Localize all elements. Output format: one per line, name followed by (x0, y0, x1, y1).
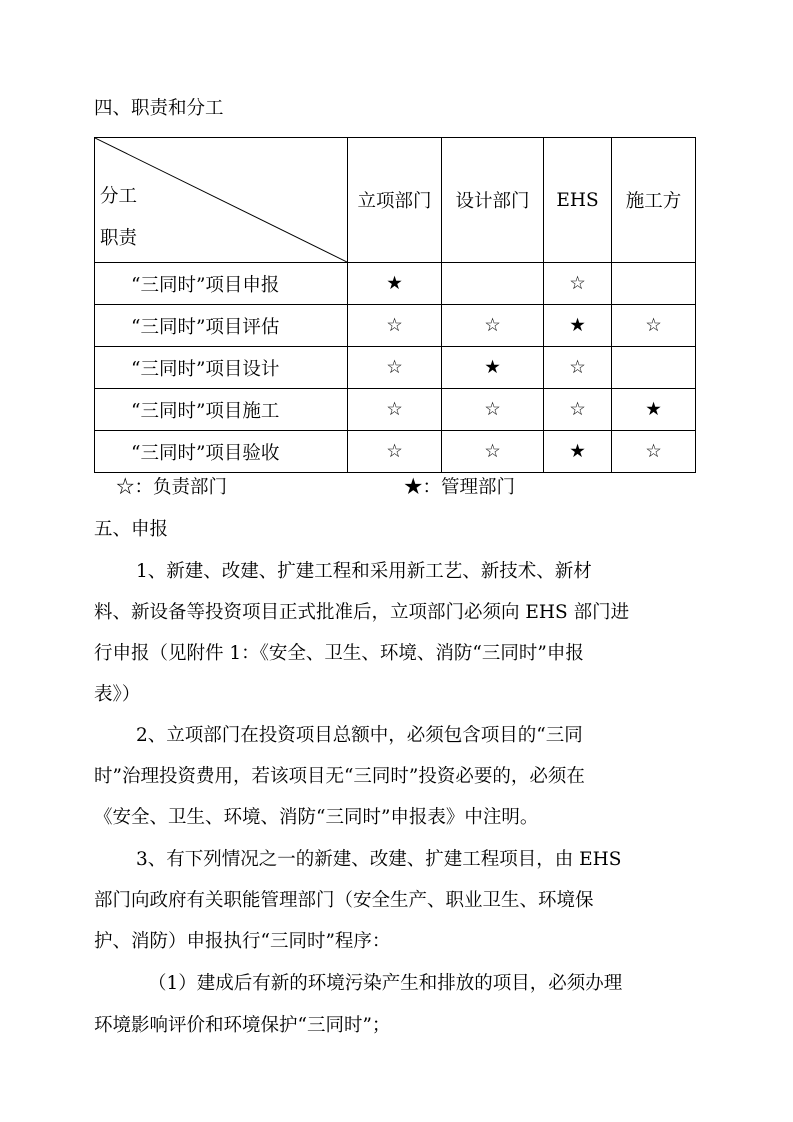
cell: ☆ (348, 431, 442, 473)
paragraph-line: 3、有下列情况之一的新建、改建、扩建工程项目，由 EHS (136, 849, 622, 870)
paragraph-line: 料、新设备等投资项目正式批准后，立项部门必须向 EHS 部门进 (94, 602, 630, 623)
paragraph-line: 表》） (94, 684, 141, 705)
cell: ★ (442, 347, 544, 389)
cell: ☆ (544, 263, 612, 305)
paragraph-line: 1、新建、改建、扩建工程和采用新工艺、新技术、新材 (136, 561, 592, 582)
cell: ☆ (544, 347, 612, 389)
table-row (95, 305, 696, 347)
section-heading: 五、申报 (94, 519, 169, 540)
table-row (95, 347, 696, 389)
row-label: “三同时”项目评估 (95, 305, 348, 347)
corner-cell (95, 138, 348, 263)
cell: ★ (348, 263, 442, 305)
cell: ☆ (544, 389, 612, 431)
legend-filled-star: ★：管理部门 (404, 477, 516, 498)
paragraph-line: 行申报（见附件 1：《安全、卫生、环境、消防“三同时”申报 (94, 643, 584, 664)
paragraph-line: 时”治理投资费用，若该项目无“三同时”投资必要的，必须在 (94, 766, 585, 787)
paragraph-line: 环境影响评价和环境保护“三同时”； (94, 1015, 391, 1036)
legend-hollow-star: ☆：负责部门 (116, 477, 228, 498)
cell: ☆ (348, 389, 442, 431)
cell: ☆ (442, 389, 544, 431)
table-row (95, 431, 696, 473)
paragraph-line: 《安全、卫生、环境、消防“三同时”申报表》中注明。 (94, 807, 539, 828)
cell: ☆ (348, 347, 442, 389)
row-label: “三同时”项目申报 (95, 263, 348, 305)
paragraph-line: 部门向政府有关职能管理部门（安全生产、职业卫生、环境保 (94, 890, 594, 911)
cell: ☆ (442, 431, 544, 473)
column-header: 设计部门 (442, 138, 544, 263)
table-row (95, 389, 696, 431)
row-label: “三同时”项目验收 (95, 431, 348, 473)
responsibility-table (94, 137, 696, 473)
column-header: 立项部门 (348, 138, 442, 263)
row-label: “三同时”项目施工 (95, 389, 348, 431)
cell: ☆ (612, 305, 696, 347)
cell: ★ (544, 431, 612, 473)
row-label: “三同时”项目设计 (95, 347, 348, 389)
cell: ☆ (442, 305, 544, 347)
cell: ☆ (612, 431, 696, 473)
cell: ★ (612, 389, 696, 431)
cell: ☆ (348, 305, 442, 347)
table-row (95, 263, 696, 305)
section-heading: 四、职责和分工 (94, 98, 224, 119)
corner-top-label: 分工 (100, 186, 138, 207)
cell (612, 347, 696, 389)
cell (612, 263, 696, 305)
column-header: 施工方 (612, 138, 696, 263)
paragraph-line: 2、立项部门在投资项目总额中，必须包含项目的“三同 (136, 725, 583, 746)
paragraph-line: （1）建成后有新的环境污染产生和排放的项目，必须办理 (148, 973, 623, 994)
cell: ★ (544, 305, 612, 347)
cell (442, 263, 544, 305)
corner-bottom-label: 职责 (100, 228, 138, 249)
paragraph-line: 护、消防）申报执行“三同时”程序： (94, 931, 391, 952)
column-header: EHS (544, 138, 612, 263)
